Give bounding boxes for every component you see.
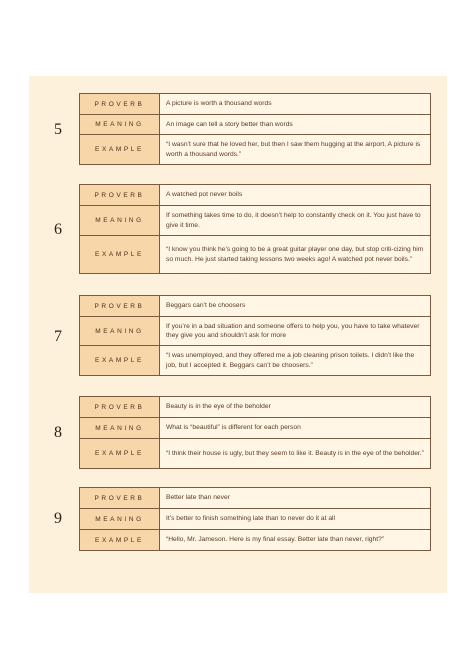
example-row	[80, 529, 430, 550]
meaning-label: MEANING	[80, 206, 160, 235]
entry-number: 9	[54, 510, 62, 527]
entry-number: 8	[54, 424, 62, 441]
proverb-card	[79, 295, 431, 376]
meaning-label: MEANING	[80, 418, 160, 438]
proverb-text: A watched pot never boils	[166, 191, 243, 199]
meaning-row	[80, 205, 430, 235]
proverb-label: PROVERB	[80, 94, 160, 114]
example-label: EXAMPLE	[80, 439, 160, 468]
proverb-row	[80, 185, 430, 205]
example-text: “I wasn’t sure that he loved her, but then I saw them hugging at the airport. A picture is worth a thousand words.”	[166, 141, 421, 158]
proverb-label: PROVERB	[80, 488, 160, 508]
proverb-label: PROVERB	[80, 296, 160, 316]
proverb-text: Beauty is in the eye of the beholder	[166, 403, 271, 411]
example-row	[80, 438, 430, 468]
proverb-row	[80, 488, 430, 508]
entry-number: 7	[54, 328, 62, 345]
proverb-label: PROVERB	[80, 397, 160, 417]
proverb-card	[79, 93, 431, 165]
example-text: “I know you think he’s going to be a great guitar player one day, but stop criti-cizing him so much. He just started taking lessons two weeks ago! A watched pot never boils.”	[166, 246, 424, 263]
proverb-label: PROVERB	[80, 185, 160, 205]
meaning-text: If you’re in a bad situation and someone offers to help you, you have to take whatever they give you and shouldn’t ask for more	[166, 322, 420, 339]
meaning-label: MEANING	[80, 509, 160, 529]
proverb-text: Beggars can’t be choosers	[166, 302, 246, 310]
meaning-row	[80, 316, 430, 345]
meaning-text: If something takes time to do, it doesn’t help to constantly check on it. You just have to give it time.	[166, 212, 421, 229]
proverb-card	[79, 487, 431, 551]
example-label: EXAMPLE	[80, 346, 160, 375]
proverb-text: Better late than never	[166, 494, 230, 502]
example-row	[80, 235, 430, 273]
meaning-row	[80, 508, 430, 529]
example-label: EXAMPLE	[80, 236, 160, 273]
proverb-card	[79, 184, 431, 274]
entry-number: 5	[54, 121, 62, 138]
example-text: “Hello, Mr. Jameson. Here is my final essay. Better late than never, right?”	[166, 536, 385, 544]
proverb-text: A picture is worth a thousand words	[166, 100, 272, 108]
meaning-row	[80, 114, 430, 134]
example-row	[80, 134, 430, 164]
entry-number: 6	[54, 221, 62, 238]
meaning-text: An image can tell a story better than words	[166, 120, 293, 128]
meaning-label: MEANING	[80, 115, 160, 134]
meaning-text: What is “beautiful” is different for each person	[166, 424, 301, 432]
example-text: “I think their house is ugly, but they seem to like it. Beauty is in the eye of the beholder.”	[166, 449, 424, 457]
proverb-row	[80, 94, 430, 114]
proverb-card	[79, 396, 431, 469]
example-label: EXAMPLE	[80, 135, 160, 164]
meaning-row	[80, 417, 430, 438]
meaning-text: It’s better to finish something late than to never do it at all	[166, 515, 336, 523]
proverb-row	[80, 296, 430, 316]
example-label: EXAMPLE	[80, 530, 160, 550]
meaning-label: MEANING	[80, 317, 160, 345]
example-row	[80, 345, 430, 375]
proverb-row	[80, 397, 430, 417]
example-text: “I was unemployed, and they offered me a job cleaning prison toilets. I didn’t like the job, but I accepted it. Beggars can’t be choosers.”	[166, 352, 415, 369]
